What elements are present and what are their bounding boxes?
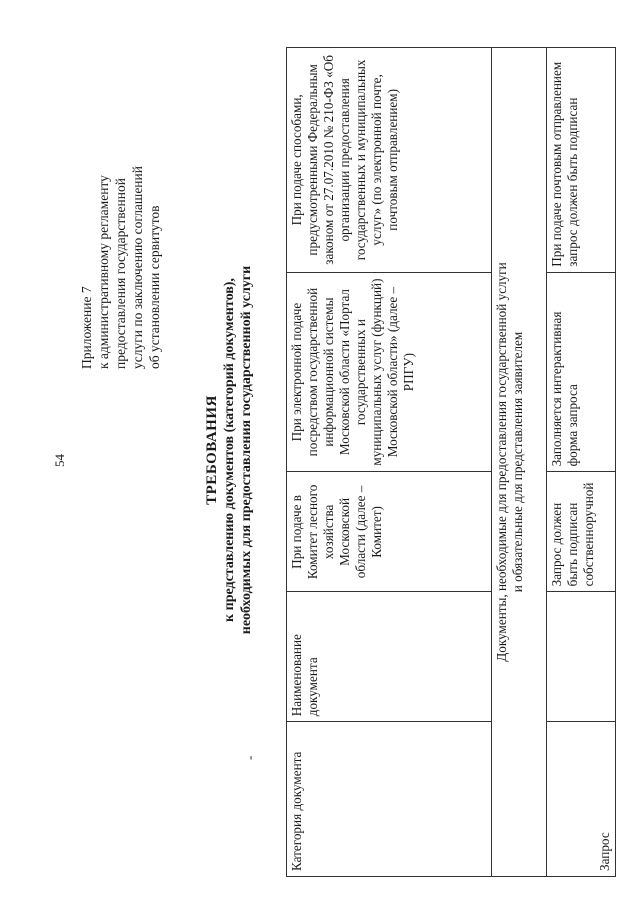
appendix-line: предоставления государственной	[113, 178, 128, 369]
appendix-line: услуги по заключению соглашений	[130, 166, 145, 369]
requirements-table	[286, 47, 616, 877]
appendix-line: Приложение 7	[79, 286, 94, 369]
appendix-line: к административному регламенту	[96, 175, 111, 369]
header-rpgu: При электронной подаче посредством государственной информационной системы Московской области «Портал государственных и муниципальных услуг (функций) Московской области» (далее – РПГУ)	[287, 272, 492, 472]
header-name: Наименование документа	[287, 592, 492, 722]
title-line: к представлению документов (категорий документов),	[222, 278, 237, 622]
margin-mark: -	[242, 755, 257, 760]
header-committee: При подаче в Комитет лесного хозяйства Московской области (далее – Комитет)	[287, 472, 492, 592]
page-number: 54	[52, 454, 67, 467]
cell-post: При подаче почтовым отправлением запрос должен быть подписан	[547, 48, 616, 273]
cell-category: Запрос	[547, 722, 616, 877]
header-post: При подаче способами, предусмотренными Федеральным законом от 27.07.2010 № 210-ФЗ «Об организации предоставления государственных и муниципальных услуг» (по электронной почте, почтовым отправлением)	[287, 48, 492, 273]
header-category: Категория документа	[287, 722, 492, 877]
table-row	[547, 48, 616, 877]
cell-name	[547, 592, 616, 722]
appendix-line: об установлении сервитутов	[147, 205, 162, 369]
cell-committee: Запрос должен быть подписан собственноручной	[547, 472, 616, 592]
section-heading	[492, 48, 547, 877]
title-line: необходимых для предоставления государственной услуги	[239, 265, 254, 635]
cell-rpgu: Заполняется интерактивная форма запроса	[547, 272, 616, 472]
title-heading: ТРЕБОВАНИЯ	[204, 395, 220, 505]
appendix-block	[78, 9, 163, 369]
table-header-row	[287, 48, 492, 877]
section-line: Документы, необходимые для предоставления государственной услуги	[494, 262, 509, 662]
section-line: и обязательные для представления заявителем	[510, 331, 525, 593]
section-row	[492, 48, 547, 877]
document-title	[204, 155, 255, 745]
